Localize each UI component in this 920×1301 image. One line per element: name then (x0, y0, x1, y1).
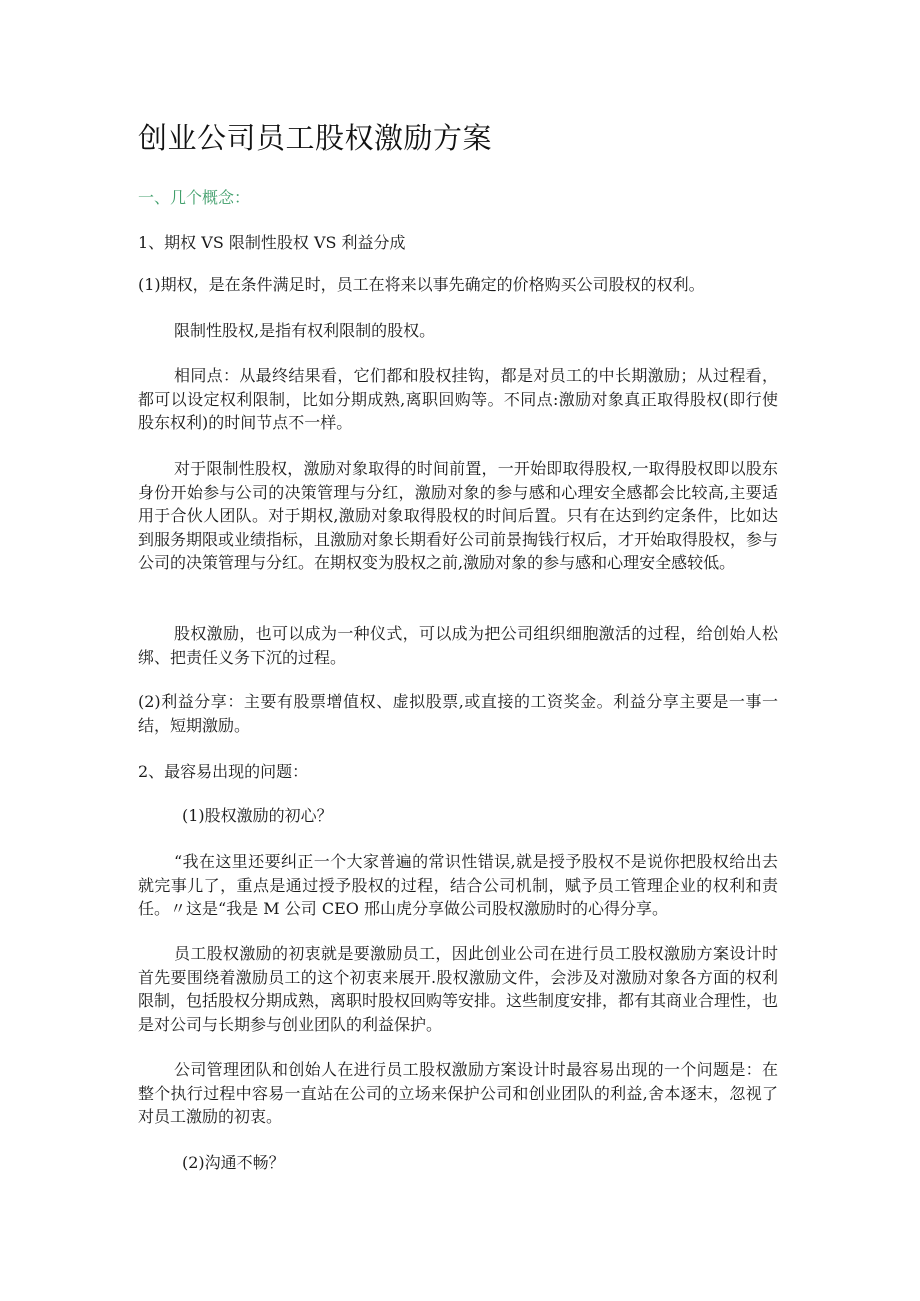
subheading-communication: (2)沟通不畅？ (182, 1153, 285, 1172)
paragraph-quote: “我在这里还要纠正一个大家普遍的常识性错误,就是授予股权不是说你把股权给出去就完事儿了，重点是通过授予股权的过程，结合公司机制，赋予员工管理企业的权利和责任。〃这是“我是 M 公司 CEO 邢山虎分享做公司股权激励时的心得分享。 (138, 852, 778, 918)
paragraph-intent: 员工股权激励的初衷就是要激励员工，因此创业公司在进行员工股权激励方案设计时首先要围绕着激励员工的这个初衷来展开.股权激励文件，会涉及对激励对象各方面的权利限制，包括股权分期成熟，离职时股权回购等安排。这些制度安排，都有其商业合理性，也是对公司与长期参与创业团队的利益保护。 (138, 944, 779, 1034)
subheading-2: 2、最容易出现的问题： (138, 762, 309, 781)
paragraph-restricted-stock: 限制性股权,是指有权利限制的股权。 (174, 321, 436, 340)
subheading-original-intent: (1)股权激励的初心？ (182, 806, 333, 825)
paragraph-ritual: 股权激励，也可以成为一种仪式，可以成为把公司组织细胞激活的过程，给创始人松绑、把责任义务下沉的过程。 (138, 624, 778, 667)
paragraph-similarities: 相同点：从最终结果看，它们都和股权挂钩，都是对员工的中长期激励；从过程看，都可以设定权利限制，比如分期成熟,离职回购等。不同点:激励对象真正取得股权(即行使股东权利)的时间节点不一样。 (138, 366, 778, 432)
subheading-1: 1、期权 VS 限制性股权 VS 利益分成 (138, 233, 406, 252)
paragraph-comparison: 对于限制性股权，激励对象取得的时间前置，一开始即取得股权,一取得股权即以股东身份开始参与公司的决策管理与分红，激励对象的参与感和心理安全感都会比较高,主要适用于合伙人团队。对于期权,激励对象取得股权的时间后置。只有在达到约定条件，比如达到服务期限或业绩指标，且激励对象长期看好公司前景掏钱行权后，才开始取得股权，参与公司的决策管理与分红。在期权变为股权之前,激励对象的参与感和心理安全感较低。 (138, 459, 779, 572)
section-heading: 一、几个概念： (138, 188, 251, 207)
paragraph-common-problem: 公司管理团队和创始人在进行员工股权激励方案设计时最容易出现的一个问题是：在整个执行过程中容易一直站在公司的立场来保护公司和创业团队的利益,舍本逐末，忽视了对员工激励的初衷。 (138, 1060, 778, 1126)
page-title: 创业公司员工股权激励方案 (138, 121, 493, 155)
paragraph-profit-sharing: (2)利益分享：主要有股票增值权、虚拟股票,或直接的工资奖金。利益分享主要是一事一结，短期激励。 (138, 692, 778, 735)
paragraph-options: (1)期权，是在条件满足时，员工在将来以事先确定的价格购买公司股权的权利。 (138, 275, 705, 294)
